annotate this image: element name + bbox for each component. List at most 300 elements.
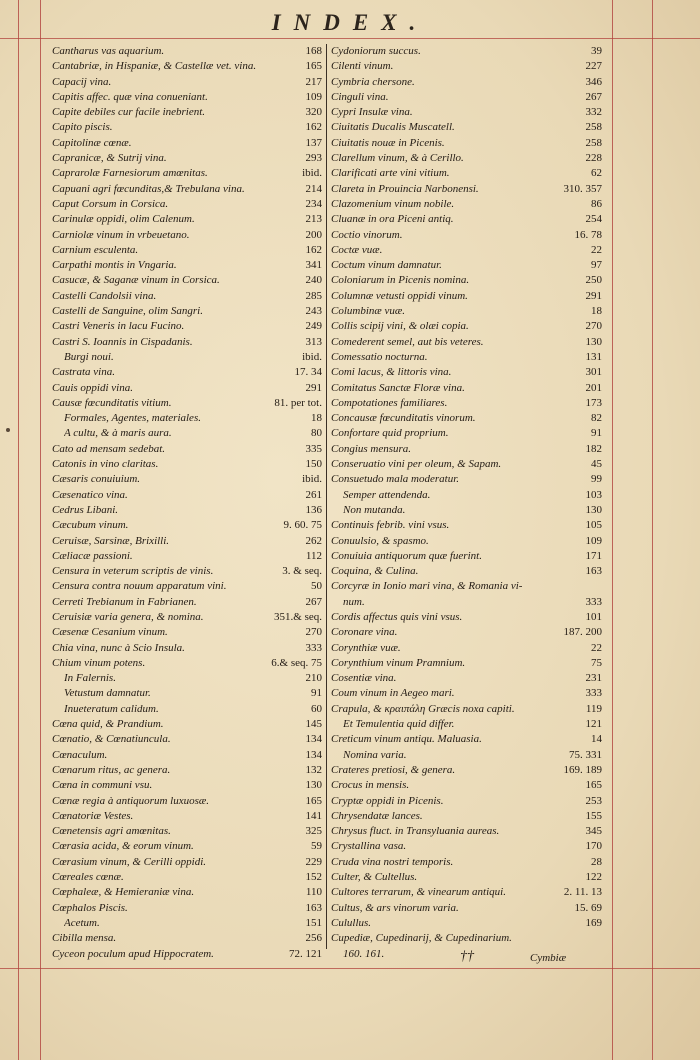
entry-term: Cœnæ regia à antiquorum luxuosæ.	[52, 794, 209, 807]
entry-term: Cœnatio, & Cœnatiuncula.	[52, 733, 171, 746]
entry-page-ref: 103	[585, 488, 602, 501]
index-entry	[52, 488, 322, 503]
index-entry	[331, 289, 602, 304]
entry-page-ref: 82	[591, 412, 602, 425]
index-entry	[52, 579, 322, 594]
index-entry	[331, 426, 602, 441]
index-entry	[331, 319, 602, 334]
index-entry	[52, 931, 322, 946]
entry-term: Cæsenæ Cesanium vinum.	[52, 626, 168, 639]
entry-term: Corcyræ in Ionio mari vina, & Romania vi-	[331, 580, 523, 593]
index-entry	[331, 75, 602, 90]
entry-term: Carnium esculenta.	[52, 243, 139, 256]
entry-term: Conuiuia antiquorum quæ fuerint.	[331, 549, 482, 562]
entry-term: Ciuitatis nouæ in Picenis.	[331, 136, 445, 149]
entry-page-ref: 333	[585, 687, 602, 700]
entry-page-ref: 165	[585, 779, 602, 792]
entry-page-ref: 6.& seq. 75	[271, 656, 322, 669]
margin-ink-spot	[6, 428, 10, 432]
entry-page-ref: ibid.	[302, 350, 322, 363]
index-entry	[331, 625, 602, 640]
entry-term: Culullus.	[331, 916, 372, 929]
entry-term: Chrysus fluct. in Transyluania aureas.	[331, 825, 500, 838]
entry-page-ref: 132	[305, 763, 322, 776]
index-entry	[331, 59, 602, 74]
index-entry	[52, 503, 322, 518]
entry-page-ref: 131	[585, 350, 602, 363]
entry-page-ref: 60	[311, 702, 322, 715]
entry-term: Casucæ, & Saganæ vinum in Corsica.	[52, 274, 220, 287]
entry-term: Castelli de Sanguine, olim Sangri.	[52, 305, 203, 318]
entry-page-ref: 325	[305, 825, 322, 838]
entry-term: Crapula, & κραιπάλη Græcis noxa capiti.	[331, 702, 515, 715]
entry-page-ref: 229	[305, 855, 322, 868]
entry-page-ref: 101	[585, 610, 602, 623]
entry-page-ref: 267	[585, 90, 602, 103]
entry-term: Capitolinæ cœnæ.	[52, 136, 132, 149]
entry-page-ref: 213	[305, 213, 322, 226]
entry-page-ref: 228	[585, 152, 602, 165]
index-entry	[331, 794, 602, 809]
entry-page-ref: 201	[585, 381, 602, 394]
entry-page-ref: 22	[591, 243, 602, 256]
entry-term: Coloniarum in Picenis nomina.	[331, 274, 470, 287]
index-entry	[331, 151, 602, 166]
entry-term: Cilenti vinum.	[331, 60, 394, 73]
index-entry	[331, 564, 602, 579]
entry-page-ref: 162	[305, 121, 322, 134]
entry-page-ref: 256	[305, 932, 322, 945]
entry-term: Cœnetensis agri amœnitas.	[52, 825, 171, 838]
index-entry	[52, 794, 322, 809]
entry-term: Formales, Agentes, materiales.	[64, 412, 201, 425]
entry-term: Carniolæ vinum in vrbeuetano.	[52, 228, 190, 241]
entry-term: Cœnatoriæ Vestes.	[52, 809, 134, 822]
index-entry	[331, 916, 602, 931]
entry-term: Clarellum vinum, & à Cerillo.	[331, 152, 464, 165]
margin-rule-bottom	[0, 968, 700, 969]
entry-page-ref: 145	[305, 718, 322, 731]
entry-term: Cœnarum ritus, ac genera.	[52, 763, 171, 776]
entry-term: Et Temulentia quid differ.	[343, 718, 455, 731]
entry-page-ref: 162	[305, 243, 322, 256]
entry-term: Cyceon poculum apud Hippocratem.	[52, 947, 214, 960]
index-entry	[331, 518, 602, 533]
index-entry	[331, 457, 602, 472]
column-divider	[326, 44, 327, 949]
entry-page-ref: 16. 78	[574, 228, 602, 241]
entry-page-ref: 168	[305, 45, 322, 57]
entry-term: Vetustum damnatur.	[64, 687, 151, 700]
entry-page-ref: 72. 121	[289, 947, 322, 960]
entry-page-ref: 345	[585, 825, 602, 838]
entry-term: Cæsenatico vina.	[52, 488, 128, 501]
entry-page-ref: 254	[585, 213, 602, 226]
entry-term: Cœphalos Piscis.	[52, 901, 128, 914]
entry-term: Cœna in communi vsu.	[52, 779, 153, 792]
entry-page-ref: 75. 331	[569, 748, 602, 761]
entry-term: Cæliacæ passioni.	[52, 549, 133, 562]
entry-term: Censura contra nouum apparatum vini.	[52, 580, 227, 593]
entry-term: Cordis affectus quis vini vsus.	[331, 610, 463, 623]
margin-rule-right-outer	[652, 0, 653, 1060]
entry-page-ref: 112	[305, 549, 322, 562]
entry-page-ref: 227	[585, 60, 602, 73]
entry-page-ref: 187. 200	[563, 626, 602, 639]
entry-page-ref: 2. 11. 13	[563, 886, 602, 899]
entry-page-ref: 9. 60. 75	[283, 519, 322, 532]
index-entry	[331, 350, 602, 365]
entry-term: Capuani agri fœcunditas,& Trebulana vina.	[52, 182, 245, 195]
entry-page-ref: 152	[305, 871, 322, 884]
entry-page-ref: 262	[305, 534, 322, 547]
index-entry	[331, 579, 602, 594]
entry-page-ref: 234	[305, 197, 322, 210]
entry-page-ref: 3. & seq.	[282, 565, 322, 578]
index-entry	[331, 228, 602, 243]
index-entry	[331, 534, 602, 549]
index-entry	[52, 90, 322, 105]
index-entry	[52, 564, 322, 579]
index-entry	[52, 212, 322, 227]
entry-term: Coctio vinorum.	[331, 228, 403, 241]
entry-term: Culter, & Cultellus.	[331, 871, 418, 884]
entry-page-ref: 243	[305, 305, 322, 318]
index-entry	[331, 120, 602, 135]
entry-page-ref: 267	[305, 595, 322, 608]
entry-term: Chium vinum potens.	[52, 656, 146, 669]
index-entry	[52, 686, 322, 701]
entry-page-ref: 75	[591, 656, 602, 669]
index-entry	[52, 901, 322, 916]
entry-term: Carpathi montis in Vngaria.	[52, 259, 177, 272]
entry-page-ref: 15. 69	[574, 901, 602, 914]
entry-term: Crateres pretiosi, & genera.	[331, 763, 456, 776]
entry-term: Concausæ fœcunditatis vinorum.	[331, 412, 476, 425]
index-entry	[52, 335, 322, 350]
index-entry	[52, 518, 322, 533]
entry-page-ref: 137	[305, 136, 322, 149]
index-entry	[52, 457, 322, 472]
entry-page-ref: 91	[591, 427, 602, 440]
entry-term: Ceruisiæ varia genera, & nomina.	[52, 610, 204, 623]
index-entry	[52, 778, 322, 793]
entry-page-ref: 335	[305, 442, 322, 455]
entry-page-ref: 301	[585, 366, 602, 379]
entry-page-ref: 91	[311, 687, 322, 700]
index-entry	[52, 809, 322, 824]
entry-page-ref: 250	[585, 274, 602, 287]
index-entry	[331, 335, 602, 350]
index-entry	[52, 411, 322, 426]
entry-page-ref: 169. 189	[563, 763, 602, 776]
entry-page-ref: 351.& seq.	[274, 610, 322, 623]
index-entry	[331, 686, 602, 701]
index-entry	[52, 717, 322, 732]
entry-page-ref: 182	[585, 442, 602, 455]
entry-page-ref: 165	[305, 60, 322, 73]
index-entry	[331, 44, 602, 59]
index-entry	[331, 610, 602, 625]
entry-term: Continuis febrib. vini vsus.	[331, 519, 450, 532]
index-entry	[52, 839, 322, 854]
entry-page-ref: 332	[585, 106, 602, 119]
entry-page-ref: 18	[311, 412, 322, 425]
entry-term: Cultus, & ars vinorum varia.	[331, 901, 459, 914]
index-entry	[331, 595, 602, 610]
entry-term: Clarificati arte vini vitium.	[331, 167, 450, 180]
index-entry	[331, 488, 602, 503]
entry-term: Cymbria chersone.	[331, 75, 415, 88]
entry-page-ref: 59	[311, 840, 322, 853]
entry-term: Caprarolæ Farnesiorum amœnitas.	[52, 167, 208, 180]
entry-term: Ceruisæ, Sarsinæ, Brixilli.	[52, 534, 170, 547]
index-entry	[52, 166, 322, 181]
entry-page-ref: 346	[585, 75, 602, 88]
entry-term: Confortare quid proprium.	[331, 427, 449, 440]
entry-page-ref: 313	[305, 335, 322, 348]
entry-page-ref: 150	[305, 458, 322, 471]
index-entry	[52, 44, 322, 59]
index-entry	[52, 120, 322, 135]
index-entry	[52, 824, 322, 839]
entry-term: Capite debiles cur facile inebrient.	[52, 106, 206, 119]
index-entry	[331, 778, 602, 793]
index-entry	[331, 442, 602, 457]
page-heading: INDEX.	[271, 10, 429, 35]
entry-page-ref: 270	[305, 626, 322, 639]
index-entry	[331, 243, 602, 258]
entry-page-ref: 165	[305, 794, 322, 807]
entry-term: Semper attendenda.	[343, 488, 431, 501]
entry-page-ref: 81. per tot.	[274, 396, 322, 409]
entry-page-ref: 320	[305, 106, 322, 119]
entry-term: Cruda vina nostri temporis.	[331, 855, 454, 868]
index-entry	[52, 75, 322, 90]
entry-term: Columnæ vetusti oppidi vinum.	[331, 289, 468, 302]
entry-page-ref: 217	[305, 75, 322, 88]
entry-page-ref: 62	[591, 167, 602, 180]
index-entry	[331, 855, 602, 870]
index-entry	[331, 136, 602, 151]
entry-term: Comitatus Sanctæ Floræ vina.	[331, 381, 465, 394]
index-entry	[331, 748, 602, 763]
index-entry	[331, 411, 602, 426]
index-entry	[331, 365, 602, 380]
entry-page-ref: 293	[305, 152, 322, 165]
index-entry	[52, 472, 322, 487]
index-entry	[52, 350, 322, 365]
index-entry	[52, 105, 322, 120]
entry-term: Consuetudo mala moderatur.	[331, 473, 460, 486]
index-entry	[331, 732, 602, 747]
entry-page-ref: 130	[585, 503, 602, 516]
entry-term: Cauis oppidi vina.	[52, 381, 133, 394]
entry-term: Cato ad mensam sedebat.	[52, 442, 166, 455]
entry-term: Cydoniorum succus.	[331, 45, 421, 57]
entry-page-ref: 50	[311, 580, 322, 593]
entry-page-ref: 258	[585, 121, 602, 134]
entry-page-ref: 258	[585, 136, 602, 149]
index-entry	[331, 931, 602, 946]
entry-page-ref: 210	[305, 672, 322, 685]
signature-mark: ††	[460, 949, 474, 964]
index-entry	[52, 289, 322, 304]
entry-term: Clazomenium vinum nobile.	[331, 197, 455, 210]
entry-page-ref: 22	[591, 641, 602, 654]
entry-term: Burgi noui.	[64, 350, 114, 363]
entry-page-ref: 155	[585, 809, 602, 822]
entry-term: 160. 161.	[343, 947, 385, 960]
entry-term: Cedrus Libani.	[52, 503, 119, 516]
entry-term: Cæsaris conuiuium.	[52, 473, 141, 486]
entry-term: num.	[343, 595, 365, 608]
entry-term: Creticum vinum antiqu. Maluasia.	[331, 733, 482, 746]
index-entry	[52, 610, 322, 625]
entry-page-ref: 163	[305, 901, 322, 914]
entry-term: Coronare vina.	[331, 626, 398, 639]
index-entry	[52, 641, 322, 656]
index-entry	[52, 258, 322, 273]
entry-term: Castelli Candolsii vina.	[52, 289, 157, 302]
index-entry	[331, 503, 602, 518]
entry-page-ref: 249	[305, 320, 322, 333]
index-entry	[52, 151, 322, 166]
index-column-left	[52, 44, 322, 962]
entry-term: Columbinæ vuæ.	[331, 305, 405, 318]
index-entry	[52, 197, 322, 212]
entry-page-ref: 173	[585, 396, 602, 409]
index-entry	[52, 396, 322, 411]
entry-page-ref: 14	[591, 733, 602, 746]
index-entry	[52, 304, 322, 319]
index-entry	[331, 641, 602, 656]
entry-page-ref: 200	[305, 228, 322, 241]
entry-term: Censura in veterum scriptis de vinis.	[52, 565, 214, 578]
entry-term: Capranicæ, & Sutrij vina.	[52, 152, 167, 165]
entry-page-ref: 130	[585, 335, 602, 348]
entry-term: Cultores terrarum, & vinearum antiqui.	[331, 886, 506, 899]
entry-term: Cosentiæ vina.	[331, 672, 397, 685]
entry-term: Congius mensura.	[331, 442, 412, 455]
entry-page-ref: 134	[305, 748, 322, 761]
entry-term: Cœrasium vinum, & Cerilli oppidi.	[52, 855, 207, 868]
entry-page-ref: 134	[305, 733, 322, 746]
entry-page-ref: 163	[585, 565, 602, 578]
index-entry	[331, 901, 602, 916]
entry-page-ref: 105	[585, 519, 602, 532]
entry-term: Coquina, & Culina.	[331, 565, 419, 578]
entry-page-ref: 45	[591, 458, 602, 471]
entry-page-ref: 261	[305, 488, 322, 501]
entry-page-ref: 121	[585, 718, 602, 731]
index-entry	[331, 702, 602, 717]
entry-page-ref: 333	[305, 641, 322, 654]
index-entry	[331, 273, 602, 288]
index-entry	[331, 381, 602, 396]
index-entry	[52, 748, 322, 763]
index-entry	[331, 839, 602, 854]
entry-term: Acetum.	[64, 916, 100, 929]
index-entry	[52, 228, 322, 243]
entry-term: Capitis affec. quæ vina conueniant.	[52, 90, 208, 103]
index-entry	[52, 855, 322, 870]
entry-term: Catonis in vino claritas.	[52, 458, 159, 471]
entry-page-ref: 136	[305, 503, 322, 516]
entry-term: Crystallina vasa.	[331, 840, 407, 853]
index-entry	[331, 90, 602, 105]
entry-term: Cinguli vina.	[331, 90, 389, 103]
entry-page-ref: 333	[585, 595, 602, 608]
index-entry	[52, 59, 322, 74]
index-entry	[331, 671, 602, 686]
entry-term: Causæ fœcunditatis vitium.	[52, 396, 172, 409]
index-entry	[331, 824, 602, 839]
entry-term: Comessatio nocturna.	[331, 350, 428, 363]
entry-term: Conseruatio vini per oleum, & Sapam.	[331, 458, 502, 471]
index-entry	[52, 702, 322, 717]
entry-page-ref: 310. 357	[563, 182, 602, 195]
index-entry	[52, 671, 322, 686]
entry-term: Cantabriæ, in Hispaniæ, & Castellæ vet. vina.	[52, 60, 257, 73]
index-entry	[52, 916, 322, 931]
entry-page-ref: 341	[305, 259, 322, 272]
entry-page-ref: 170	[585, 840, 602, 853]
entry-term: Caput Corsum in Corsica.	[52, 197, 169, 210]
index-entry	[331, 182, 602, 197]
index-entry	[52, 442, 322, 457]
index-entry	[52, 136, 322, 151]
entry-term: Corynthiæ vuæ.	[331, 641, 401, 654]
entry-term: Collis scipij vini, & olæi copia.	[331, 320, 469, 333]
entry-page-ref: 109	[585, 534, 602, 547]
entry-page-ref: 231	[585, 672, 602, 685]
index-entry	[52, 763, 322, 778]
index-entry	[331, 304, 602, 319]
entry-term: Carinulæ oppidi, olim Calenum.	[52, 213, 195, 226]
entry-term: Cerreti Trebianum in Fabrianen.	[52, 595, 197, 608]
entry-term: Cœreales cœnæ.	[52, 871, 124, 884]
entry-term: Cœrasia acida, & eorum vinum.	[52, 840, 194, 853]
index-entry	[52, 381, 322, 396]
entry-term: Ciuitatis Ducalis Muscatell.	[331, 121, 455, 134]
entry-term: Cluanæ in ora Piceni antiq.	[331, 213, 454, 226]
entry-term: Castri Veneris in lacu Fucino.	[52, 320, 185, 333]
entry-page-ref: 214	[305, 182, 322, 195]
entry-page-ref: 151	[305, 916, 322, 929]
index-entry	[52, 656, 322, 671]
index-entry	[331, 105, 602, 120]
entry-term: A cultu, & à maris aura.	[64, 427, 172, 440]
entry-page-ref: 99	[591, 473, 602, 486]
margin-rule-top	[0, 38, 700, 39]
entry-page-ref: 291	[585, 289, 602, 302]
entry-page-ref: 119	[585, 702, 602, 715]
index-entry	[331, 166, 602, 181]
index-entry	[52, 426, 322, 441]
entry-term: Corynthium vinum Pramnium.	[331, 656, 466, 669]
entry-term: Crocus in mensis.	[331, 779, 410, 792]
entry-page-ref: 270	[585, 320, 602, 333]
entry-page-ref: 110	[305, 886, 322, 899]
entry-term: Chrysendatæ lances.	[331, 809, 423, 822]
index-entry	[52, 732, 322, 747]
entry-term: Clareta in Prouincia Narbonensi.	[331, 182, 479, 195]
entry-term: Cœna quid, & Prandium.	[52, 718, 164, 731]
index-entry	[52, 595, 322, 610]
entry-page-ref: 240	[305, 274, 322, 287]
index-entry	[331, 212, 602, 227]
